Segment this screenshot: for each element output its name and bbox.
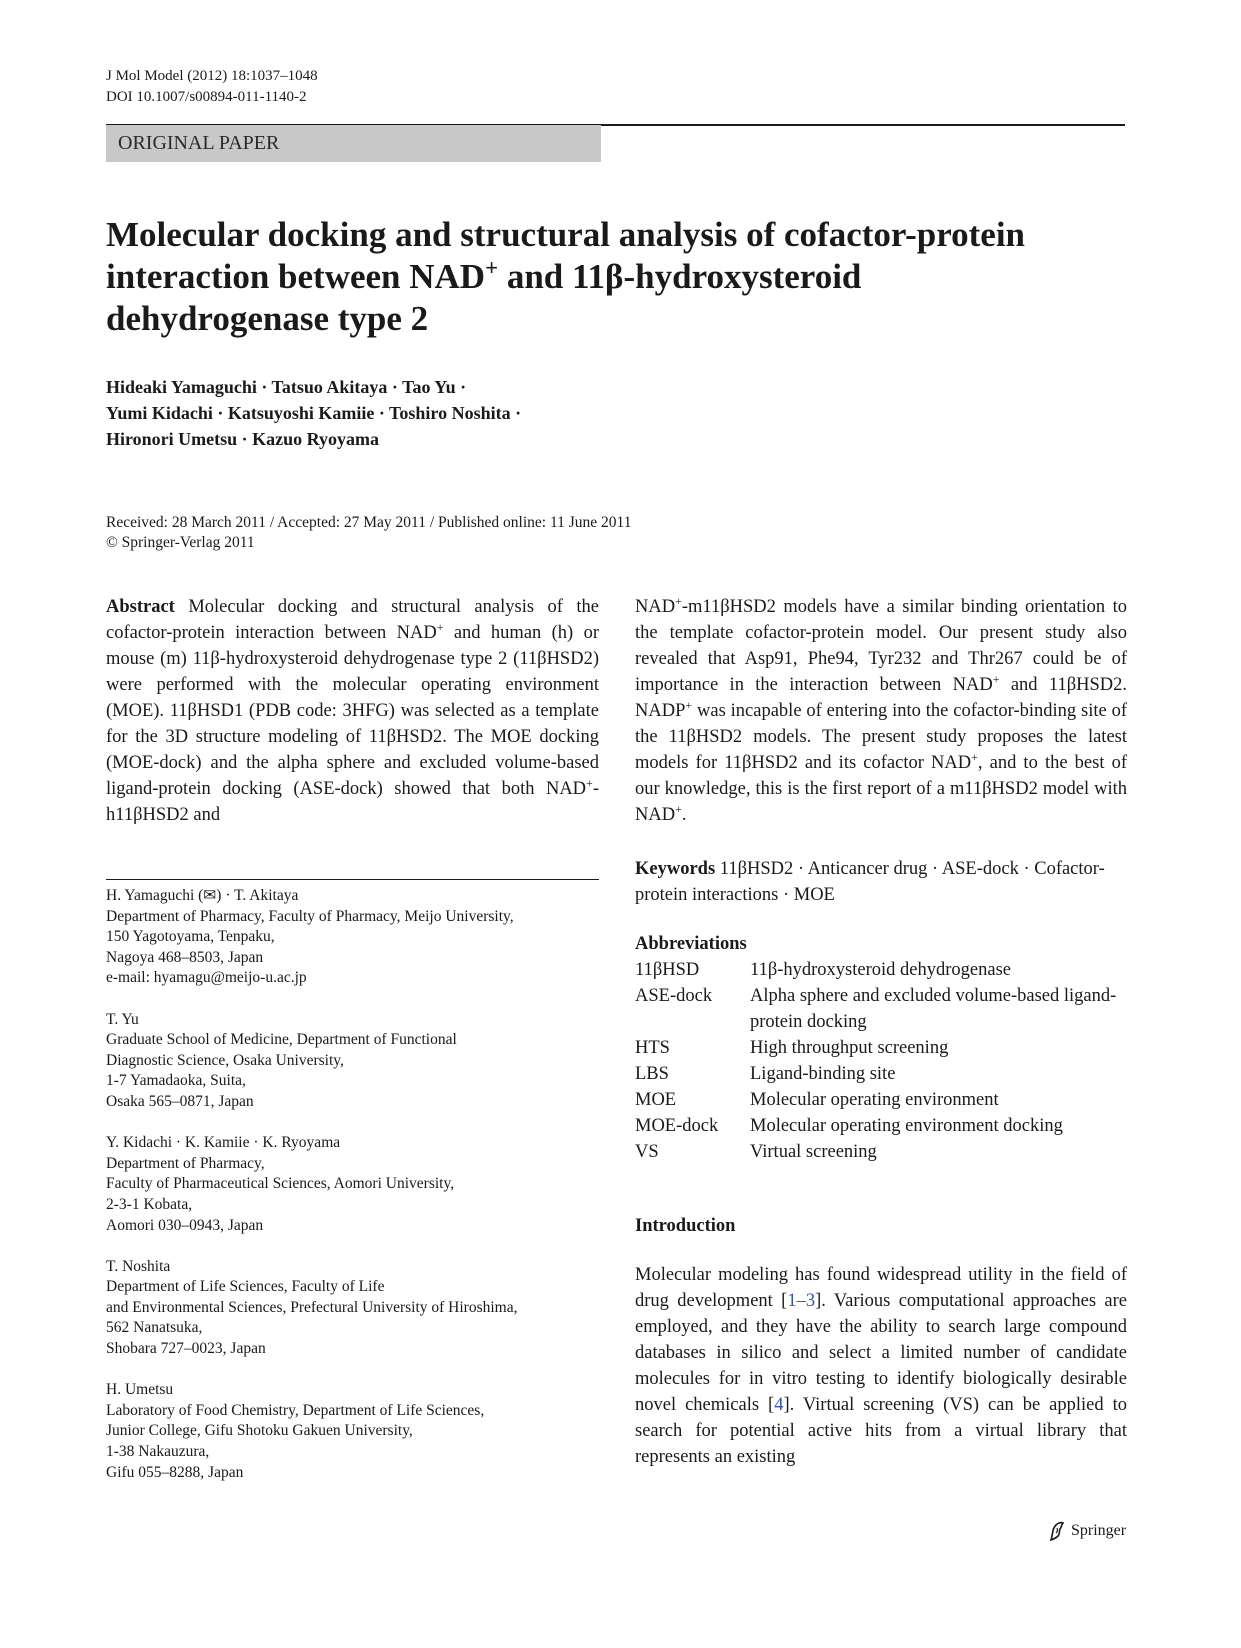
affiliation-line: Laboratory of Food Chemistry, Department of Life Sciences, [106, 1401, 485, 1419]
sup: + [971, 749, 978, 764]
title-line-2 [106, 256, 1116, 298]
abbreviation-term: ASE-dock [635, 986, 713, 1006]
intro-text: ]. Virtual screening (VS) can be applied to search for potential active hits from a virtual library that represents an existing [635, 1395, 1127, 1467]
sup: + [675, 593, 682, 608]
abstract-text: NAD [635, 597, 676, 617]
affiliations [106, 886, 599, 1504]
sup: + [436, 619, 444, 634]
introduction-text [635, 1262, 1127, 1470]
springer-horse-icon [1047, 1520, 1067, 1542]
abbreviation-term: MOE [635, 1090, 677, 1110]
abbreviation-term: MOE-dock [635, 1116, 719, 1136]
abbreviation-row [635, 1139, 1127, 1165]
citation-link[interactable]: 1–3 [787, 1291, 816, 1311]
dates-line: Received: 28 March 2011 / Accepted: 27 May 2011 / Published online: 11 June 2011 [106, 514, 632, 531]
affiliation-line: Graduate School of Medicine, Department of Functional [106, 1031, 457, 1049]
abstract-text: Molecular docking and structural analysis of the cofactor-protein interaction between NAD [106, 597, 599, 643]
sup: + [675, 801, 682, 816]
abbreviation-definition: Virtual screening [750, 1142, 877, 1162]
keywords-text: 11βHSD2 · Anticancer drug · ASE-dock · Cofactor-protein interactions · MOE [635, 859, 1105, 905]
abstract-text: and human (h) or mouse (m) 11β-hydroxysteroid dehydrogenase type 2 (11βHSD2) were performed with the molecular operating environment (MOE). 11βHSD1 (PDB code: 3HFG) was selected as a template for the 3D structure modeling of 11βHSD2. The MOE docking (MOE-dock) and the alpha sphere and excluded volume-based ligand-protein docking (ASE-dock) showed that both NAD [106, 623, 599, 799]
abstract-text: , and to the best of our knowledge, this is the first report of a m11βHSD2 model with NAD [635, 753, 1127, 825]
affiliation-line: e-mail: hyamagu@meijo-u.ac.jp [106, 969, 307, 987]
introduction-heading: Introduction [635, 1216, 736, 1236]
abbreviation-definition: Molecular operating environment [750, 1090, 999, 1110]
title-text: and 11β-hydroxysteroid [498, 257, 862, 296]
abbreviation-row [635, 957, 1127, 983]
affiliation-block [106, 1010, 599, 1113]
affiliation-line: Diagnostic Science, Osaka University, [106, 1051, 344, 1069]
right-column [635, 594, 1127, 1470]
affiliation-block [106, 1133, 599, 1236]
title-sup: + [485, 255, 499, 281]
abstract-label: Abstract [106, 597, 175, 617]
abbreviation-term: VS [635, 1142, 659, 1162]
abbreviation-row [635, 1035, 1127, 1061]
sup: + [586, 775, 593, 790]
sup: + [992, 671, 1000, 686]
abstract-text: and 11βHSD2. NADP [635, 675, 1127, 721]
abbreviation-definition: Molecular operating environment docking [750, 1116, 1063, 1136]
footnote-rule [106, 879, 599, 880]
abstract-text: -m11βHSD2 models have a similar binding orientation to the template cofactor-protein model. Our present study also revealed that Asp91, Phe94, Tyr232 and Thr267 could be of importance in the interaction between NAD [635, 597, 1127, 695]
abbreviation-definition: 11β-hydroxysteroid dehydrogenase [750, 960, 1011, 980]
abbreviation-term: 11βHSD [635, 960, 700, 980]
doi: DOI 10.1007/s00894-011-1140-2 [106, 89, 307, 105]
journal-header [106, 66, 318, 108]
sup: + [685, 697, 693, 712]
affiliation-line: Nagoya 468–8503, Japan [106, 948, 264, 966]
section-label: ORIGINAL PAPER [106, 125, 601, 162]
affiliation-line: Department of Pharmacy, [106, 1154, 265, 1172]
abbreviation-term: LBS [635, 1064, 669, 1084]
abbreviation-term: HTS [635, 1038, 670, 1058]
abbreviation-definition: Ligand-binding site [750, 1064, 896, 1084]
affiliation-line: 2-3-1 Kobata, [106, 1195, 193, 1213]
affiliation-line: Gifu 055–8288, Japan [106, 1463, 244, 1481]
abstract [106, 594, 599, 828]
authors-line-1: Hideaki Yamaguchi · Tatsuo Akitaya · Tao Yu · [106, 377, 467, 397]
affiliation-line: T. Yu [106, 1010, 139, 1028]
abbreviations-table [635, 957, 1127, 1165]
authors-line-3: Hironori Umetsu · Kazuo Ryoyama [106, 429, 380, 449]
affiliation-line: Y. Kidachi · K. Kamiie · K. Ryoyama [106, 1134, 341, 1152]
abbreviation-row [635, 1087, 1127, 1113]
affiliation-block [106, 1257, 599, 1360]
affiliation-block [106, 886, 599, 989]
affiliation-line: Aomori 030–0943, Japan [106, 1216, 264, 1234]
abbreviation-definition: Alpha sphere and excluded volume-based ligand-protein docking [750, 986, 1117, 1032]
intro-text: Molecular modeling has found widespread utility in the field of drug development [ [635, 1265, 1127, 1311]
abbreviation-row [635, 1061, 1127, 1087]
affiliation-line: and Environmental Sciences, Prefectural University of Hiroshima, [106, 1298, 518, 1316]
affiliation-line: 1-7 Yamadaoka, Suita, [106, 1072, 246, 1090]
affiliation-line: Department of Life Sciences, Faculty of Life [106, 1278, 385, 1296]
affiliation-line: 150 Yagotoyama, Tenpaku, [106, 928, 275, 946]
left-column [106, 594, 599, 828]
abstract-text: . [681, 805, 687, 825]
citation-link[interactable]: 4 [774, 1395, 784, 1415]
affiliation-line: Junior College, Gifu Shotoku Gakuen University, [106, 1422, 413, 1440]
affiliation-line: 562 Nanatsuka, [106, 1319, 203, 1337]
affiliation-line: T. Noshita [106, 1257, 171, 1275]
affiliation-line: Osaka 565–0871, Japan [106, 1092, 254, 1110]
title-line-1: Molecular docking and structural analysis of cofactor-protein [106, 215, 1026, 254]
title-line-3: dehydrogenase type 2 [106, 299, 429, 338]
keywords [635, 856, 1127, 908]
affiliation-line: Shobara 727–0023, Japan [106, 1340, 266, 1358]
affiliation-block [106, 1380, 599, 1483]
abstract-text: -h11βHSD2 and [106, 779, 599, 825]
abstract-text: was incapable of entering into the cofactor-binding site of the 11βHSD2 models. The present study proposes the latest models for 11βHSD2 and its cofactor NAD [635, 701, 1127, 773]
title-text: interaction between NAD [106, 257, 486, 296]
abbreviations-title: Abbreviations [635, 934, 747, 954]
paper-title [106, 214, 1116, 340]
publication-dates [106, 513, 631, 553]
affiliation-line: Faculty of Pharmaceutical Sciences, Aomori University, [106, 1175, 455, 1193]
abstract-continued [635, 594, 1127, 828]
keywords-label: Keywords [635, 859, 716, 879]
publisher-logo [1047, 1520, 1126, 1542]
affiliation-line: 1-38 Nakauzura, [106, 1443, 210, 1461]
publisher-name: Springer [1071, 1522, 1127, 1539]
affiliation-line: Department of Pharmacy, Faculty of Pharmacy, Meijo University, [106, 907, 514, 925]
copyright: © Springer-Verlag 2011 [106, 534, 255, 551]
intro-text: ]. Various computational approaches are employed, and they have the ability to search large compound databases in silico and select a limited number of candidate molecules for in vitro testing to identify biologically desirable novel chemicals [ [635, 1291, 1128, 1415]
author-list [106, 374, 521, 452]
authors-line-2: Yumi Kidachi · Katsuyoshi Kamiie · Toshiro Noshita · [106, 403, 522, 423]
journal-citation: J Mol Model (2012) 18:1037–1048 [106, 68, 318, 84]
abbreviation-row [635, 983, 1127, 1035]
affiliation-line: H. Umetsu [106, 1381, 174, 1399]
abbreviation-definition: High throughput screening [750, 1038, 949, 1058]
affiliation-line: H. Yamaguchi (✉) · T. Akitaya [106, 887, 299, 904]
abbreviation-row [635, 1113, 1127, 1139]
